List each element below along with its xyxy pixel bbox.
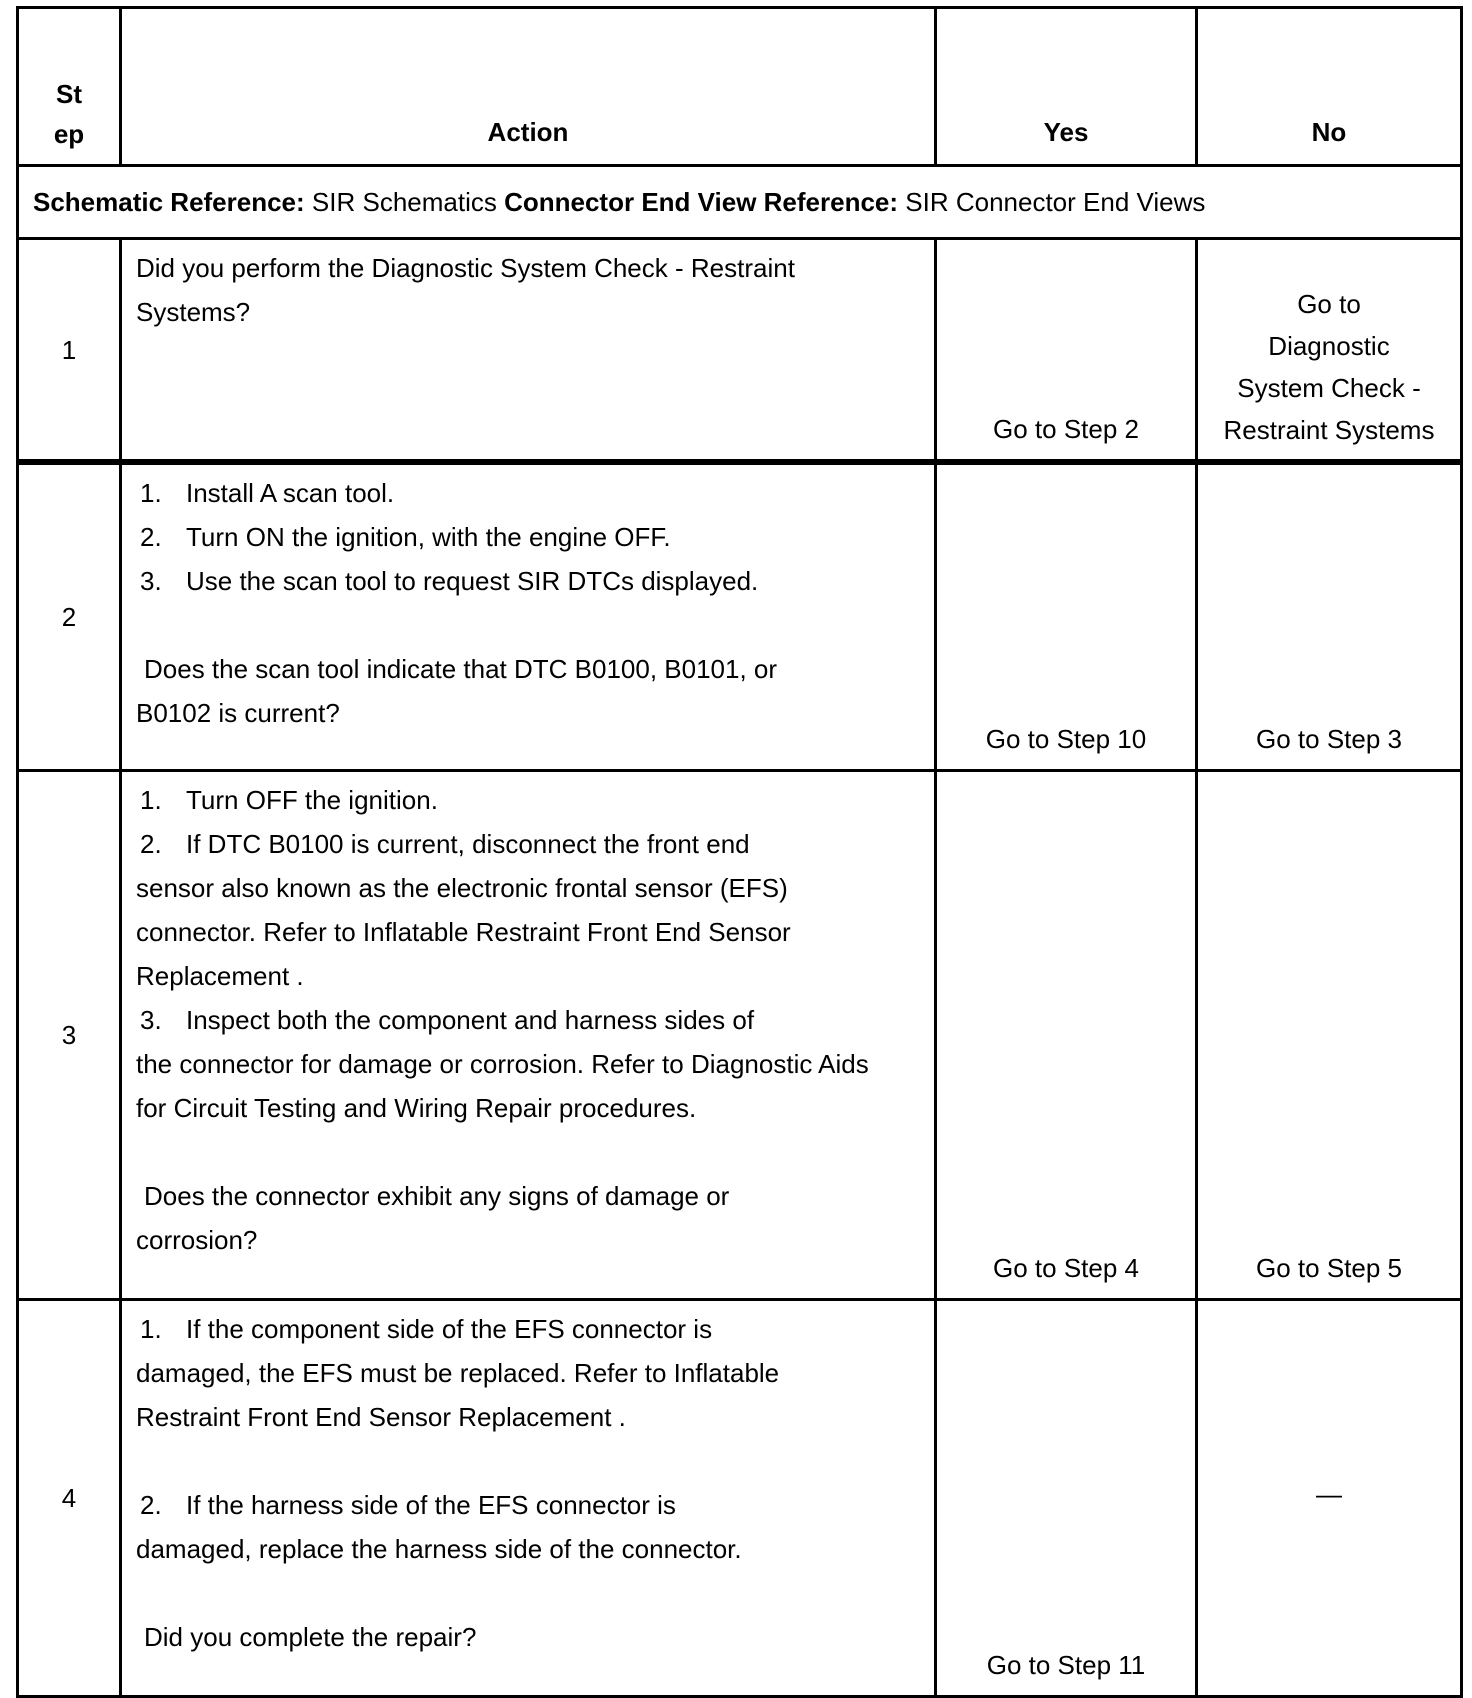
no-cell: Go to Step 5 <box>1197 771 1462 1300</box>
yes-cell: Go to Step 4 <box>936 771 1197 1300</box>
header-no: No <box>1197 8 1462 166</box>
action-cell: 1. Install A scan tool. 2. Turn ON the ignition, with the engine OFF. 3. Use the scan tool to request SIR DTCs displayed. Does the scan tool indicate that DTC B0100, B0101, or B0102 is current? <box>121 462 936 771</box>
no-cell: Go to Step 3 <box>1197 462 1462 771</box>
action-cell: 1. If the component side of the EFS connector is damaged, the EFS must be replaced. Refer to Inflatable Restraint Front End Sensor Replacement . 2. If the harness side of the EFS connector is damaged, replace the harness side of the connector. Did you complete the repair? <box>121 1300 936 1697</box>
header-action: Action <box>121 8 936 166</box>
step-number: 3 <box>18 771 121 1300</box>
yes-cell: Go to Step 2 <box>936 239 1197 463</box>
no-cell: — <box>1197 1300 1462 1697</box>
header-row <box>18 8 1462 166</box>
schematic-reference-row <box>18 166 1462 239</box>
table-row <box>18 239 1462 463</box>
yes-cell: Go to Step 10 <box>936 462 1197 771</box>
header-yes: Yes <box>936 8 1197 166</box>
schematic-reference: Schematic Reference: SIR Schematics Connector End View Reference: SIR Connector End Views <box>18 166 1462 239</box>
action-cell: 1. Turn OFF the ignition. 2. If DTC B0100 is current, disconnect the front end sensor also known as the electronic frontal sensor (EFS) connector. Refer to Inflatable Restraint Front End Sensor Replacement . 3. Inspect both the component and harness sides of the connector for damage or corrosion. Refer to Diagnostic Aids for Circuit Testing and Wiring Repair procedures. Does the connector exhibit any signs of damage or corrosion? <box>121 771 936 1300</box>
table-row <box>18 1300 1462 1697</box>
table-row <box>18 771 1462 1300</box>
step-number: 2 <box>18 462 121 771</box>
step-number: 4 <box>18 1300 121 1697</box>
diagnostic-table <box>16 6 1463 1698</box>
table-row <box>18 462 1462 771</box>
step-number: 1 <box>18 239 121 463</box>
action-cell: Did you perform the Diagnostic System Check - Restraint Systems? <box>121 239 936 463</box>
yes-cell: Go to Step 11 <box>936 1300 1197 1697</box>
no-cell: Go to Diagnostic System Check - Restraint Systems <box>1197 239 1462 463</box>
header-step: St ep <box>18 8 121 166</box>
